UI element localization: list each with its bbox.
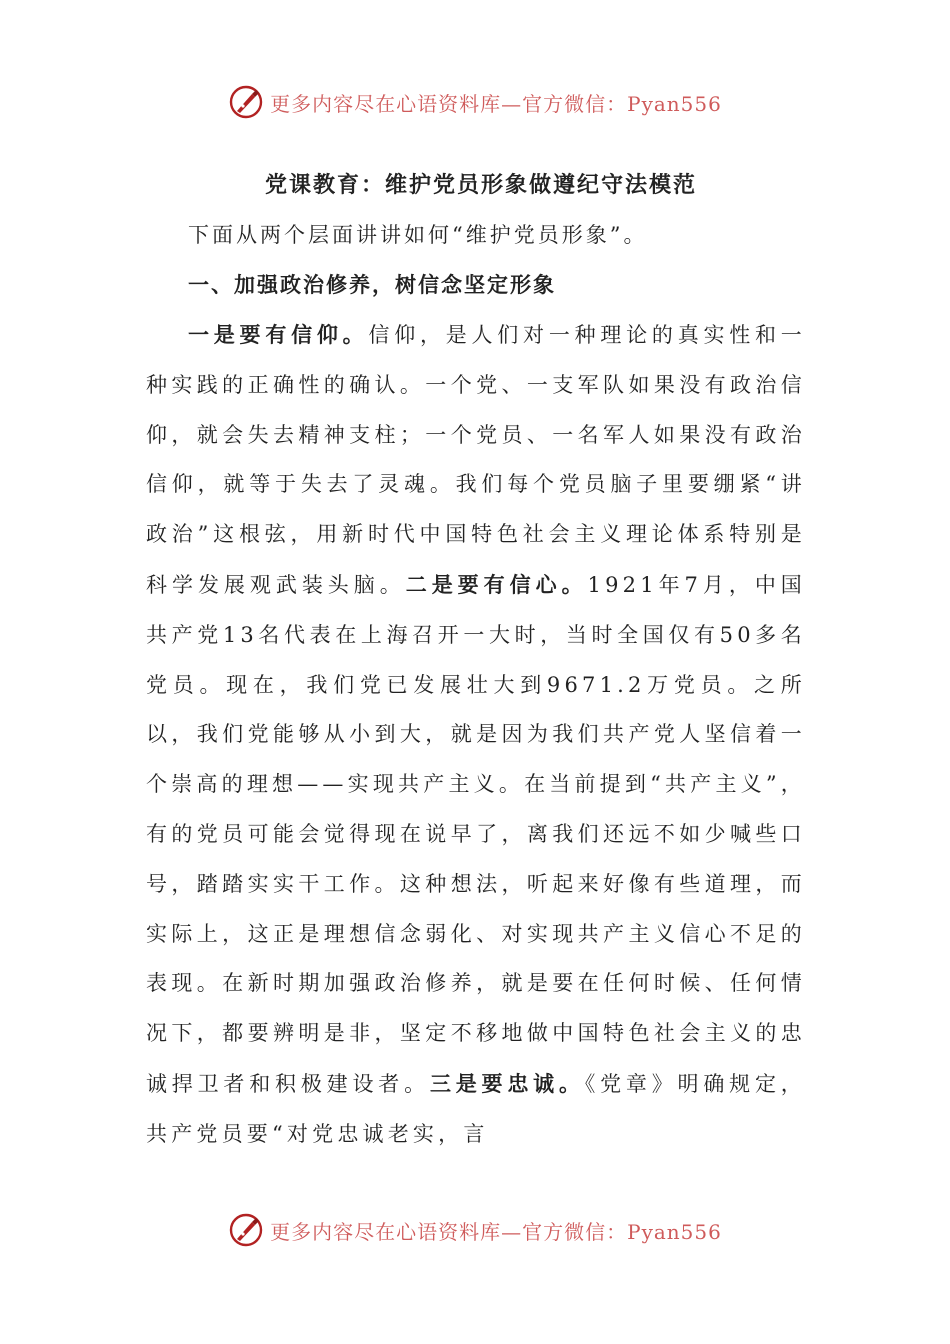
point-text: 信仰，是人们对一种理论的真实性和一种实践的正确性的确认。一个党、一支军队如果没有政治信仰，就会失去精神支柱；一个党员、一名军人如果没有政治信仰，就等于失去了灵魂。我们每个党员脑子里要绷紧“讲政治”这根弦，用新时代中国特色社会主义理论体系特别是科学发展观武装头脑。 [146, 323, 806, 597]
fountain-pen-seal-icon [228, 1212, 264, 1248]
point-label: 二是要有信心。 [405, 571, 588, 597]
body-paragraph [146, 310, 806, 1160]
watermark-text: 更多内容尽在心语资料库—官方微信：Pyan556 [270, 91, 722, 116]
fountain-pen-seal-icon [228, 84, 264, 120]
document-title: 党课教育：维护党员形象做遵纪守法模范 [264, 172, 697, 198]
point-label: 三是要忠诚。 [429, 1070, 585, 1096]
watermark-banner-bottom [0, 1210, 950, 1250]
watermark-text: 更多内容尽在心语资料库—官方微信：Pyan556 [270, 1219, 722, 1244]
watermark-banner-top [0, 82, 950, 122]
document-page [146, 160, 806, 1160]
point-text: 《党章》明确规定，共产党员要“对党忠诚老实，言 [146, 1071, 807, 1146]
point-text: 1921年7月，中国共产党13名代表在上海召开一大时，当时全国仅有50多名党员。现在，我们党已发展壮大到9671.2万党员。之所以，我们党能够从小到大，就是因为我们共产党人坚信着一个崇高的理想——实现共产主义。在当前提到“共产主义”，有的党员可能会觉得现在说早了，离我们还远不如少喊些口号，踏踏实实干工作。这种想法，听起来好像有些道理，而实际上，这正是理想信念弱化、对实现共产主义信心不足的表现。在新时期加强政治修养，就是要在任何时候、任何情况下，都要辨明是非，坚定不移地做中国特色社会主义的忠诚捍卫者和积极建设者。 [146, 572, 806, 1096]
section-heading: 一、加强政治修养，树信念坚定形象 [188, 272, 556, 297]
intro-paragraph: 下面从两个层面讲讲如何“维护党员形象”。 [188, 223, 648, 247]
point-label: 一是要有信仰。 [188, 322, 369, 347]
